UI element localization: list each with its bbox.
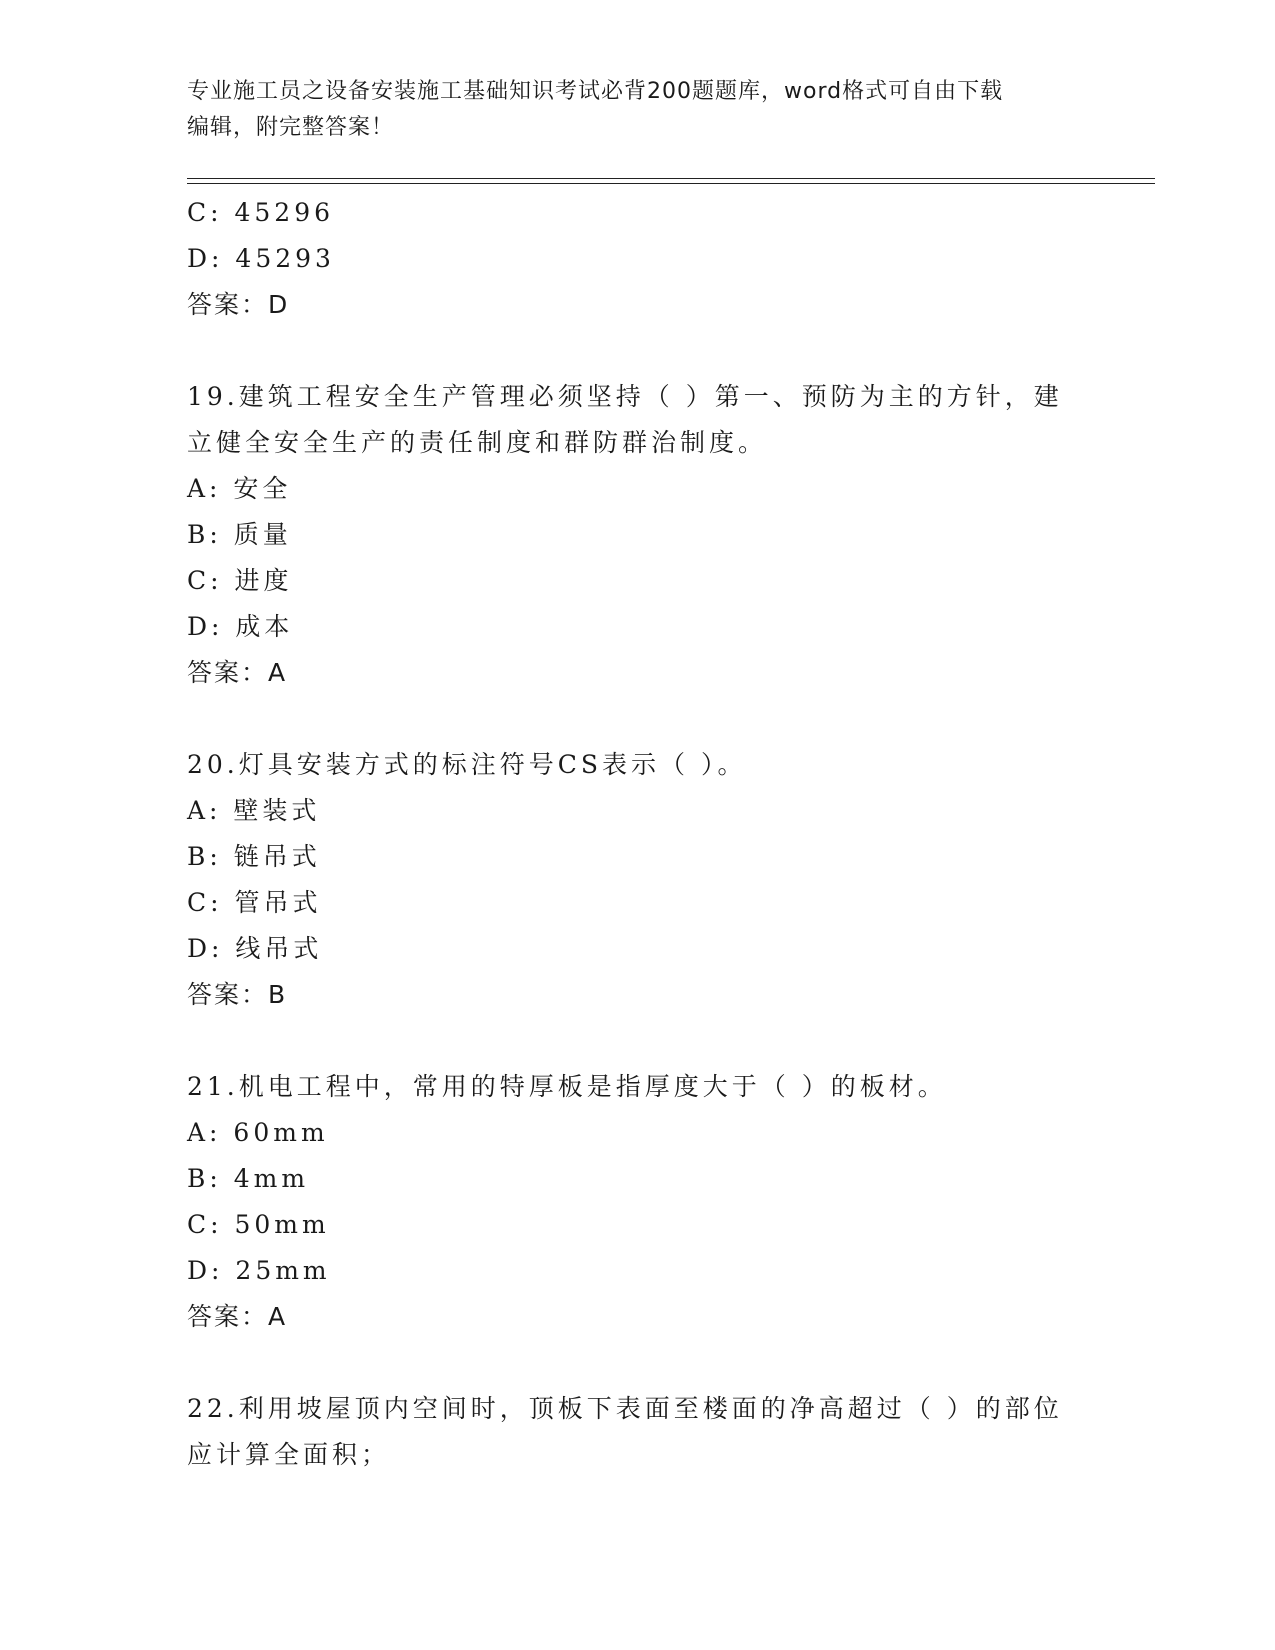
option-d: D: 45293 (187, 244, 335, 273)
question-stem: 21.机电工程中，常用的特厚板是指厚度大于（ ）的板材。 (187, 1072, 947, 1101)
option-c: C: 45296 (187, 198, 335, 227)
header-line-1: 专业施工员之设备安装施工基础知识考试必背200题题库，word格式可自由下载 (187, 79, 1004, 104)
question-20 (187, 742, 1087, 1018)
question-list (187, 190, 1087, 1478)
option-b: B: 链吊式 (187, 842, 321, 871)
answer-line: 答案：A (187, 658, 288, 687)
option-d: D: 25mm (187, 1256, 331, 1285)
option-b: B: 质量 (187, 520, 292, 549)
header-divider-bottom (187, 183, 1155, 184)
answer-line: 答案：A (187, 1302, 288, 1331)
option-a: A: 壁装式 (187, 796, 321, 825)
question-18-tail (187, 190, 1087, 328)
answer-line: 答案：B (187, 980, 288, 1009)
question-stem: 立健全安全生产的责任制度和群防群治制度。 (187, 428, 768, 457)
question-19 (187, 374, 1087, 696)
question-stem: 19.建筑工程安全生产管理必须坚持（ ）第一、预防为主的方针，建 (187, 382, 1063, 411)
question-stem: 应计算全面积； (187, 1440, 391, 1469)
header-line-2: 编辑，附完整答案！ (187, 115, 395, 140)
option-a: A: 安全 (187, 474, 292, 503)
question-stem: 22.利用坡屋顶内空间时，顶板下表面至楼面的净高超过（ ）的部位 (187, 1394, 1063, 1423)
option-c: C: 进度 (187, 566, 293, 595)
answer-line: 答案：D (187, 290, 290, 319)
question-21 (187, 1064, 1087, 1340)
question-stem: 20.灯具安装方式的标注符号CS表示（ ）。 (187, 750, 747, 779)
option-d: D: 线吊式 (187, 934, 323, 963)
option-c: C: 管吊式 (187, 888, 322, 917)
option-a: A: 60mm (187, 1118, 329, 1147)
document-header (187, 74, 1077, 146)
header-divider-top (187, 178, 1155, 179)
option-c: C: 50mm (187, 1210, 330, 1239)
option-b: B: 4mm (187, 1164, 310, 1193)
option-d: D: 成本 (187, 612, 294, 641)
question-22 (187, 1386, 1087, 1478)
